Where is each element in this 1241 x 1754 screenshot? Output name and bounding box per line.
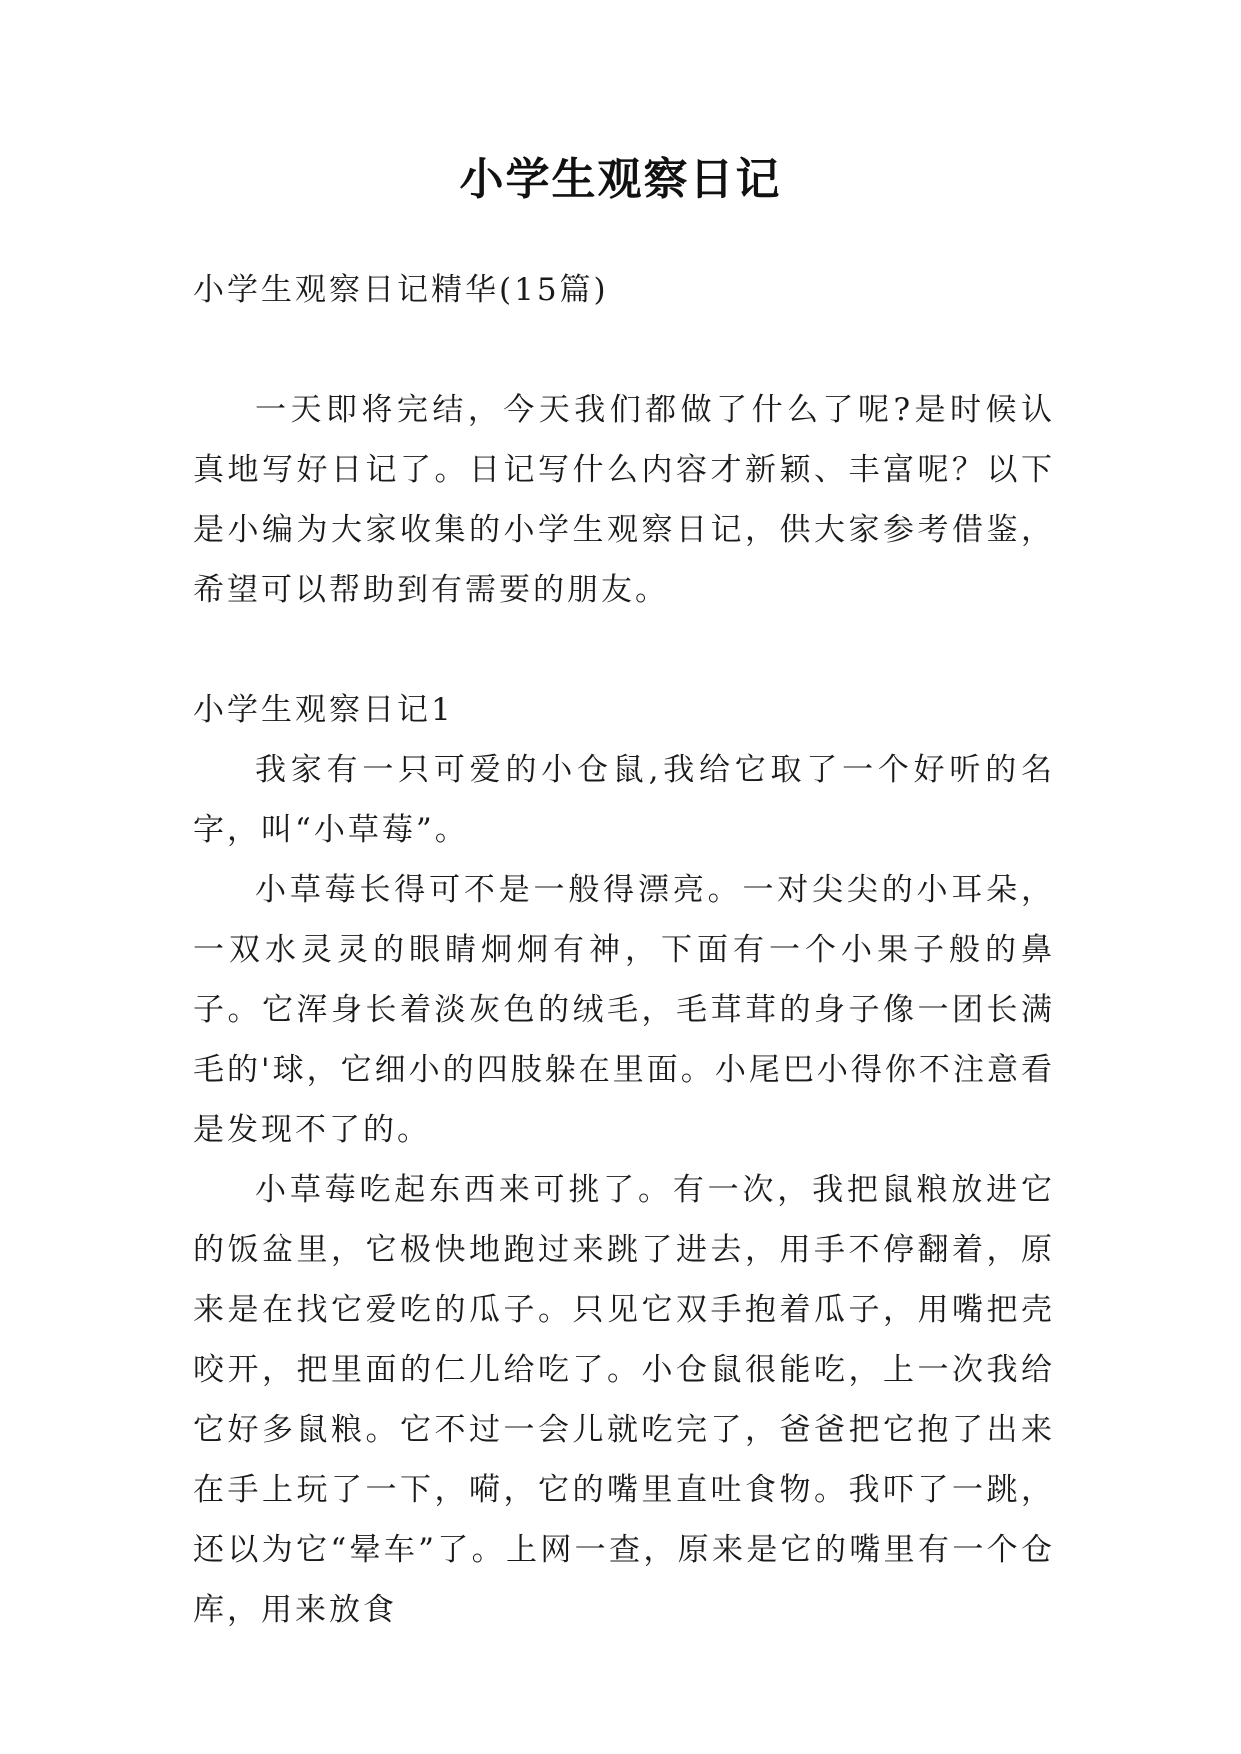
body-paragraph: 我家有一只可爱的小仓鼠,我给它取了一个好听的名字，叫“小草莓”。 (193, 752, 1055, 848)
document-subtitle: 小学生观察日记精华(15篇) (193, 272, 609, 308)
document-body (193, 260, 1055, 1640)
section-heading: 小学生观察日记1 (193, 692, 454, 728)
body-paragraph: 小草莓吃起东西来可挑了。有一次，我把鼠粮放进它的饭盆里，它极快地跑过来跳了进去，用手不停翻着，原来是在找它爱吃的瓜子。只见它双手抱着瓜子，用嘴把壳咬开，把里面的仁儿给吃了。小仓鼠很能吃，上一次我给它好多鼠粮。它不过一会儿就吃完了，爸爸把它抱了出来在手上玩了一下，嗬，它的嘴里直吐食物。我吓了一跳，还以为它“晕车”了。上网一查，原来是它的嘴里有一个仓库，用来放食 (193, 1172, 1055, 1628)
document-title: 小学生观察日记 (459, 154, 782, 205)
intro-paragraph: 一天即将完结，今天我们都做了什么了呢?是时候认真地写好日记了。日记写什么内容才新颖、丰富呢？以下是小编为大家收集的小学生观察日记，供大家参考借鉴，希望可以帮助到有需要的朋友。 (193, 392, 1055, 608)
body-paragraph: 小草莓长得可不是一般得漂亮。一对尖尖的小耳朵，一双水灵灵的眼睛炯炯有神，下面有一个小果子般的鼻子。它浑身长着淡灰色的绒毛，毛茸茸的身子像一团长满毛的'球，它细小的四肢躲在里面。小尾巴小得你不注意看是发现不了的。 (193, 872, 1055, 1148)
